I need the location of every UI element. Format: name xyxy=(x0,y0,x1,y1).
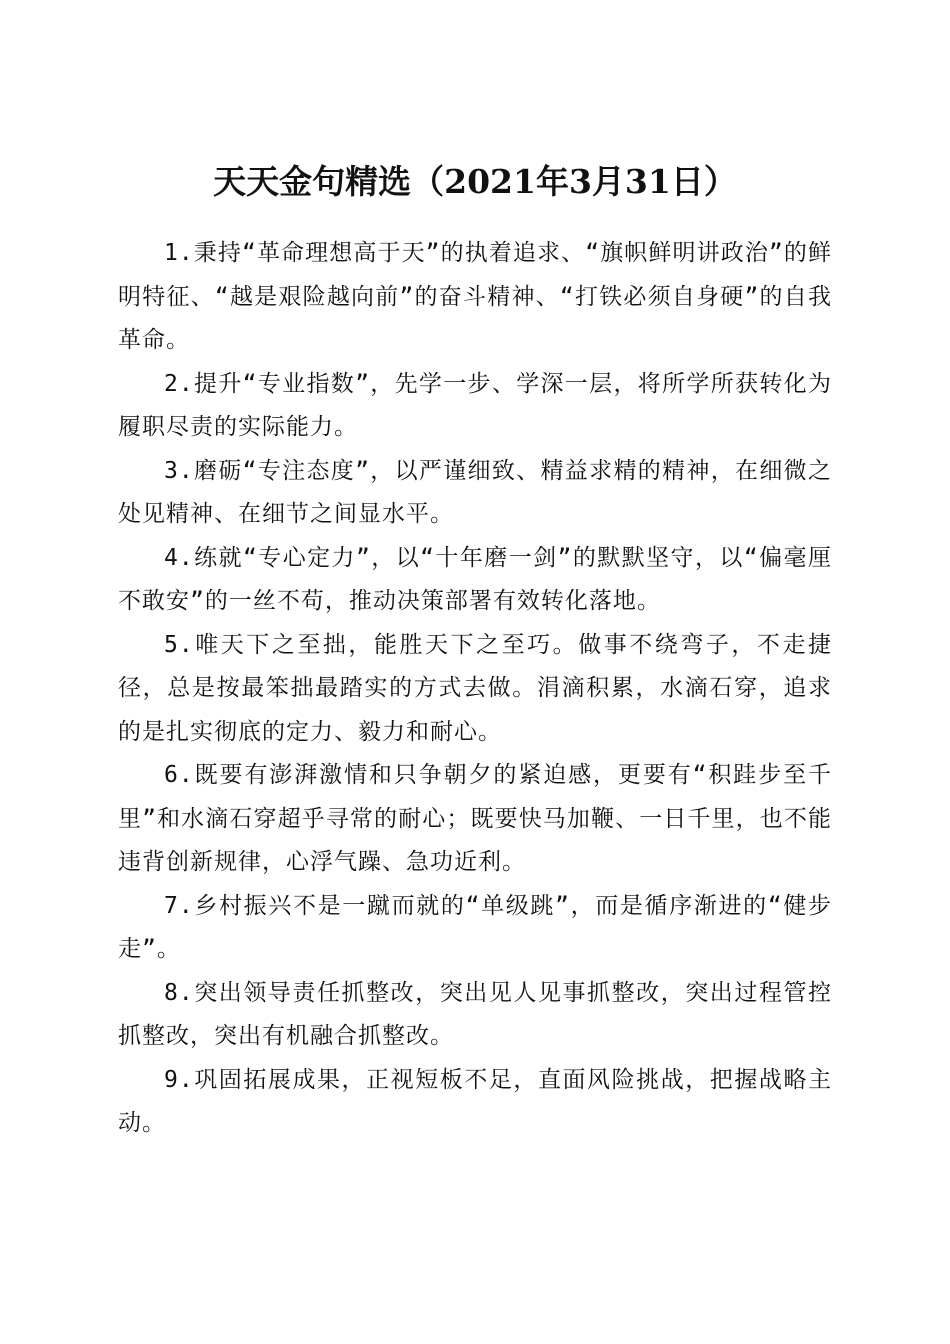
document-body xyxy=(118,232,832,1146)
paragraph-9: 9.巩固拓展成果，正视短板不足，直面风险挑战，把握战略主动。 xyxy=(118,1066,832,1136)
paragraph-2: 2.提升“专业指数”，先学一步、学深一层，将所学所获转化为履职尽责的实际能力。 xyxy=(118,370,832,440)
paragraph-6: 6.既要有澎湃激情和只争朝夕的紧迫感，更要有“积跬步至千里”和水滴石穿超乎寻常的耐心；既要快马加鞭、一日千里，也不能违背创新规律，心浮气躁、急功近利。 xyxy=(118,762,832,875)
page-title: 天天金句精选（2021年3月31日） xyxy=(213,162,737,202)
paragraph-7: 7.乡村振兴不是一蹴而就的“单级跳”，而是循序渐进的“健步走”。 xyxy=(118,892,832,962)
paragraph-8: 8.突出领导责任抓整改，突出见人见事抓整改，突出过程管控抓整改，突出有机融合抓整改。 xyxy=(118,979,832,1049)
paragraph-1: 1.秉持“革命理想高于天”的执着追求、“旗帜鲜明讲政治”的鲜明特征、“越是艰险越向前”的奋斗精神、“打铁必须自身硬”的自我革命。 xyxy=(118,240,832,353)
paragraph-5: 5.唯天下之至拙，能胜天下之至巧。做事不绕弯子，不走捷径，总是按最笨拙最踏实的方式去做。涓滴积累，水滴石穿，追求的是扎实彻底的定力、毅力和耐心。 xyxy=(118,631,832,745)
paragraph-3: 3.磨砺“专注态度”，以严谨细致、精益求精的精神，在细微之处见精神、在细节之间显水平。 xyxy=(118,457,832,527)
paragraph-4: 4.练就“专心定力”，以“十年磨一剑”的默默坚守，以“偏毫厘不敢安”的一丝不苟，推动决策部署有效转化落地。 xyxy=(118,544,832,614)
